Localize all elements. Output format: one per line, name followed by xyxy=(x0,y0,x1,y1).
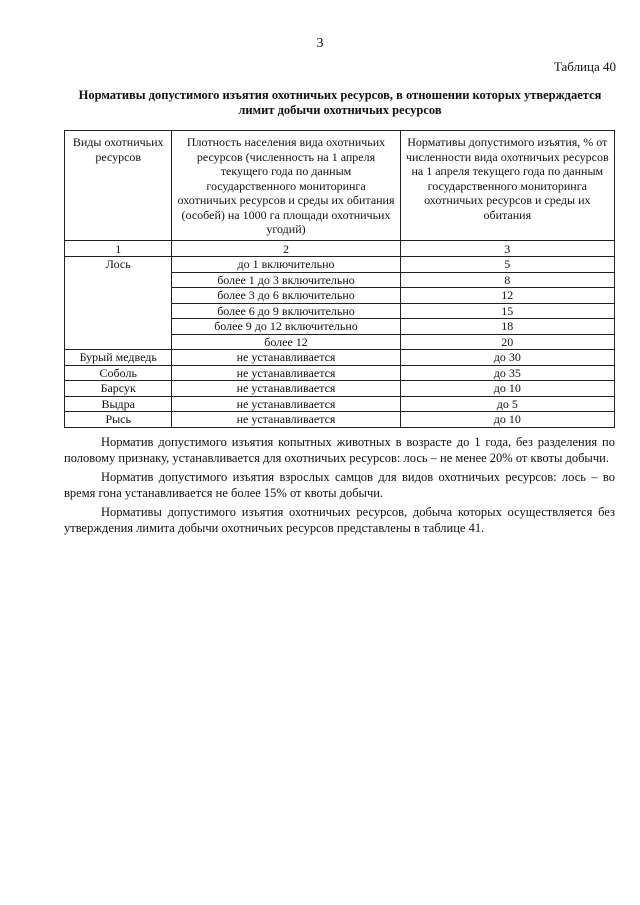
species-cell: Лось xyxy=(65,257,172,350)
table-row xyxy=(65,365,615,381)
header-norm: Нормативы допустимого изъятия, % от численности вида охотничьих ресурсов на 1 апреля текущего года по данным государственного мониторинга охотничьих ресурсов и среды их обитания xyxy=(400,131,614,241)
table-row xyxy=(65,257,615,273)
norm-cell: 20 xyxy=(400,334,614,350)
density-cell: не устанавливается xyxy=(172,396,400,412)
norm-cell: 18 xyxy=(400,319,614,335)
norm-cell: до 10 xyxy=(400,412,614,428)
norm-cell: 12 xyxy=(400,288,614,304)
norm-cell: 15 xyxy=(400,303,614,319)
paragraph: Норматив допустимого изъятия копытных животных в возрасте до 1 года, без разделения по половому признаку, устанавливается для охотничьих ресурсов: лось – не менее 20% от квоты добычи. xyxy=(64,435,615,465)
table-row xyxy=(65,350,615,366)
norm-cell: до 10 xyxy=(400,381,614,397)
species-cell: Барсук xyxy=(65,381,172,397)
table-row xyxy=(65,381,615,397)
column-number: 1 xyxy=(65,240,172,257)
table-header-row xyxy=(65,131,615,241)
density-cell: не устанавливается xyxy=(172,412,400,428)
norm-cell: до 35 xyxy=(400,365,614,381)
species-cell: Бурый медведь xyxy=(65,350,172,366)
norms-table xyxy=(64,130,615,428)
header-species: Виды охотничьих ресурсов xyxy=(65,131,172,241)
species-cell: Выдра xyxy=(65,396,172,412)
density-cell: более 9 до 12 включительно xyxy=(172,319,400,335)
column-number: 2 xyxy=(172,240,400,257)
page-number: 3 xyxy=(316,36,324,51)
header-density: Плотность населения вида охотничьих ресурсов (численность на 1 апреля текущего года по данным государственного мониторинга охотничьих ресурсов и среды их обитания (особей) на 1000 га площади охотничьих угодий) xyxy=(172,131,400,241)
table-label: Таблица 40 xyxy=(553,59,616,74)
density-cell: не устанавливается xyxy=(172,381,400,397)
table-row xyxy=(65,396,615,412)
density-cell: более 3 до 6 включительно xyxy=(172,288,400,304)
density-cell: более 1 до 3 включительно xyxy=(172,272,400,288)
column-number-row xyxy=(65,240,615,257)
density-cell: не устанавливается xyxy=(172,365,400,381)
density-cell: более 12 xyxy=(172,334,400,350)
column-number: 3 xyxy=(400,240,614,257)
table-row xyxy=(65,412,615,428)
norm-cell: до 5 xyxy=(400,396,614,412)
norm-cell: 5 xyxy=(400,257,614,273)
document-title: Нормативы допустимого изъятия охотничьих ресурсов, в отношении которых утверждается лимит добычи охотничьих ресурсов xyxy=(78,88,602,117)
density-cell: не устанавливается xyxy=(172,350,400,366)
paragraph: Нормативы допустимого изъятия охотничьих ресурсов, добыча которых осуществляется без утверждения лимита добычи охотничьих ресурсов представлены в таблице 41. xyxy=(64,505,615,535)
density-cell: до 1 включительно xyxy=(172,257,400,273)
norm-cell: 8 xyxy=(400,272,614,288)
paragraph: Норматив допустимого изъятия взрослых самцов для видов охотничьих ресурсов: лось – во время гона устанавливается не более 15% от квоты добычи. xyxy=(64,470,615,500)
body-text xyxy=(64,435,615,540)
density-cell: более 6 до 9 включительно xyxy=(172,303,400,319)
species-cell: Рысь xyxy=(65,412,172,428)
species-cell: Соболь xyxy=(65,365,172,381)
norm-cell: до 30 xyxy=(400,350,614,366)
